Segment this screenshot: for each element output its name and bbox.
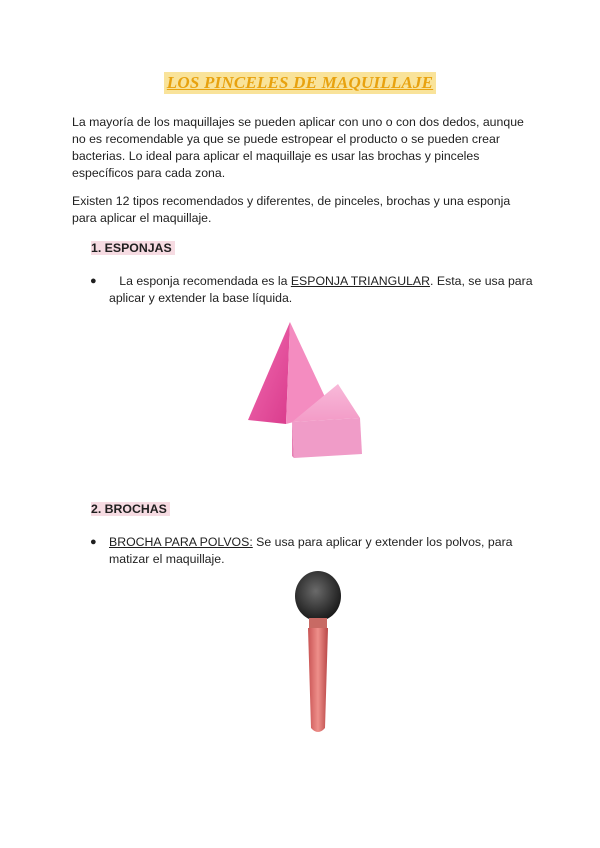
section-heading-esponjas	[91, 241, 175, 255]
list-item-text	[109, 273, 539, 307]
bullet-icon: ●	[90, 536, 97, 548]
title-container	[0, 72, 600, 94]
intro-paragraph-2: Existen 12 tipos recomendados y diferentes, de pinceles, brochas y una esponja para aplicar el maquillaje.	[72, 194, 511, 225]
triangular-sponge-image	[246, 320, 366, 460]
brush-ferrule	[309, 618, 327, 628]
list-item-prefix: La esponja recomendada es la	[119, 274, 291, 288]
wedge-sponge-front	[292, 418, 362, 458]
list-item-suffix: . Esta, se usa para aplicar y extender la base líquida.	[109, 274, 533, 305]
brush-handle	[308, 628, 328, 732]
section-heading-brochas	[91, 502, 170, 516]
section-heading-text: 2. BROCHAS	[91, 502, 170, 516]
pyramid-sponge-front	[248, 322, 290, 424]
list-item-text	[109, 534, 539, 568]
list-item-suffix: Se usa para aplicar y extender los polvos, para matizar el maquillaje.	[109, 535, 513, 566]
intro-paragraph: La mayoría de los maquillajes se pueden aplicar con uno o con dos dedos, aunque no es recomendable ya que se puede estropear el producto o se pueden crear bacterias. Lo ideal para aplicar el maquillaje es usar las brochas y pinceles específicos para cada zona.	[72, 115, 524, 180]
bullet-icon: ●	[90, 275, 97, 287]
brush-bristles	[295, 571, 341, 621]
document-title: LOS PINCELES DE MAQUILLAJE	[164, 72, 436, 94]
section-heading-text: 1. ESPONJAS	[91, 241, 175, 255]
sponge-link: ESPONJA TRIANGULAR	[290, 274, 431, 288]
powder-brush-link: BROCHA PARA POLVOS:	[109, 535, 253, 549]
powder-brush-image	[288, 568, 348, 740]
